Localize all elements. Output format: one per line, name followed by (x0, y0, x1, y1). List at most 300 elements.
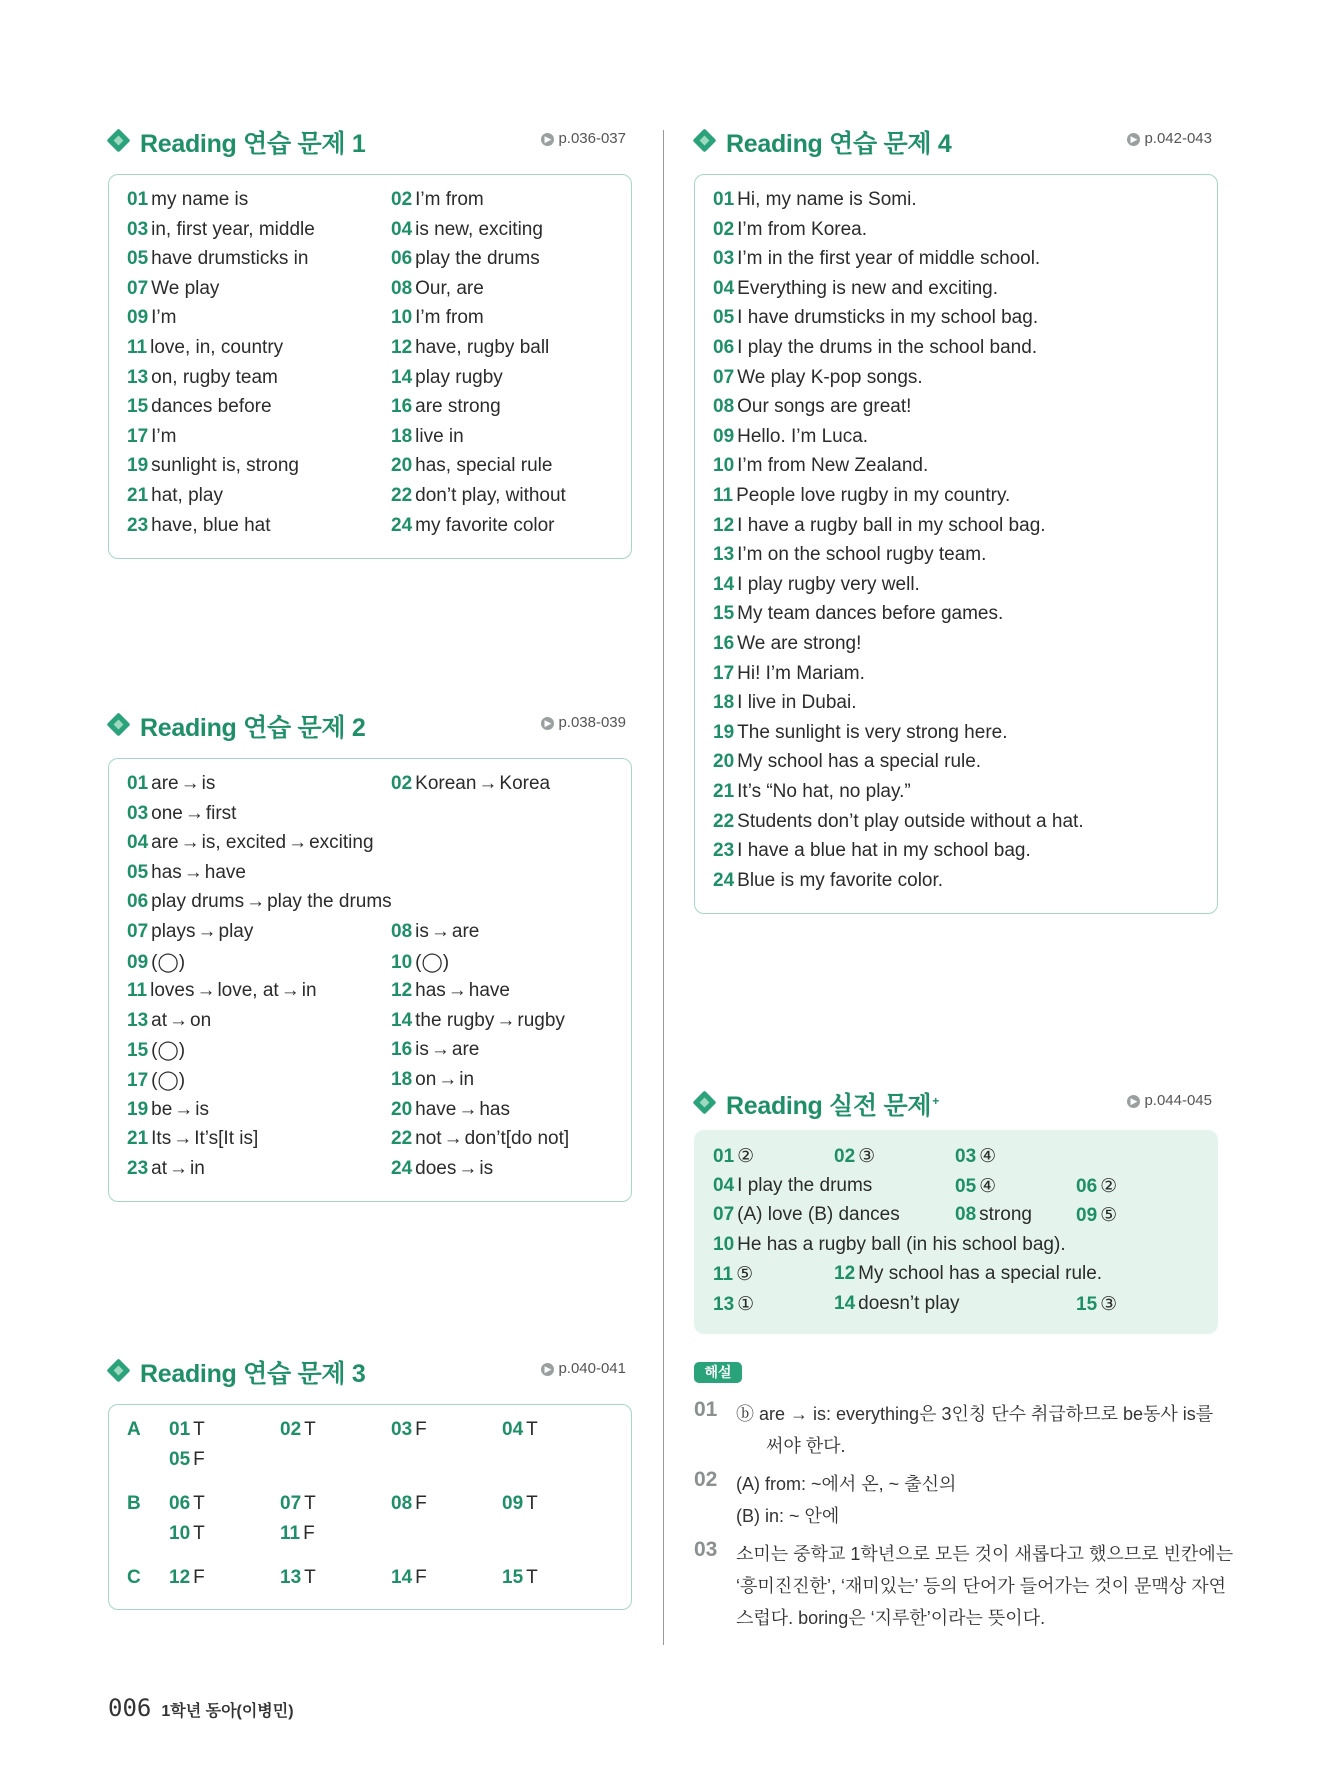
answer-text: I have a blue hat in my school bag. (737, 840, 1031, 862)
answer-text: I’m (151, 307, 177, 329)
correction-row (391, 921, 479, 943)
question-number: 04 (713, 277, 735, 299)
section-header (694, 1086, 1220, 1122)
answer-text: my name is (151, 189, 249, 210)
question-number: 05 (955, 1175, 977, 1197)
answer-row (502, 1419, 538, 1441)
section-title: Reading 연습 문제 2 (140, 714, 366, 742)
section-header (108, 708, 634, 744)
explanation-text: (A) from: ~에서 온, ~ 출신의 (736, 1474, 957, 1494)
question-number: 13 (713, 544, 735, 566)
question-number: 06 (713, 337, 735, 358)
arrow-circle-icon: ▶ (1127, 133, 1140, 146)
explanation-number: 01 (694, 1398, 718, 1421)
arrow-icon: → (458, 1098, 478, 1120)
wrong-text: loves (150, 980, 195, 1002)
question-number: 14 (834, 1293, 856, 1314)
answer-row (280, 1523, 315, 1545)
question-number: 09 (127, 307, 149, 329)
wrong-text: (◯) (151, 951, 186, 973)
answer-row (169, 1449, 205, 1471)
answer-row (127, 337, 283, 359)
wrong-text: plays (151, 921, 196, 942)
answer-text: He has a rugby ball (in his school bag). (737, 1233, 1066, 1255)
answer-row (713, 337, 1037, 359)
answer-row (713, 811, 1084, 833)
answer-row (713, 692, 856, 714)
answer-row (713, 1263, 753, 1286)
question-number: 10 (713, 1233, 735, 1255)
question-number: 16 (391, 1039, 413, 1061)
question-number: 06 (391, 248, 413, 270)
answer-row (834, 1293, 960, 1315)
question-number: 21 (127, 1128, 149, 1150)
answer-text: live in (415, 425, 464, 447)
wrong-text: is (415, 1039, 429, 1061)
question-number: 08 (391, 921, 413, 942)
arrow-icon: → (447, 980, 467, 1002)
answer-text: hat, play (151, 485, 223, 506)
question-number: 14 (391, 366, 413, 388)
answer-row (713, 1204, 900, 1226)
answer-text: Students don’t play outside without a hat. (737, 810, 1084, 832)
question-number: 11 (280, 1523, 301, 1544)
question-number: 16 (713, 633, 735, 654)
question-number: 02 (391, 773, 413, 794)
answer-row (391, 515, 555, 537)
answer-text: F (193, 1567, 205, 1588)
answer-text: Our songs are great! (737, 396, 912, 418)
correction-row (127, 921, 253, 943)
answer-box (694, 1130, 1218, 1334)
question-number: 06 (127, 891, 149, 913)
answer-text: Hello. I’m Luca. (737, 425, 869, 447)
answer-row (713, 870, 943, 892)
question-number: 10 (391, 951, 413, 973)
question-number: 12 (391, 980, 413, 1002)
diamond-bullet-icon (692, 1090, 716, 1114)
page-reference: ▶ p.042-043 (1127, 130, 1212, 147)
diamond-bullet-icon (106, 1358, 130, 1382)
question-number: 13 (713, 1294, 735, 1315)
answer-text: have, blue hat (151, 514, 271, 536)
question-number: 17 (713, 662, 735, 684)
arrow-icon: → (173, 1128, 193, 1150)
question-number: 10 (391, 307, 413, 329)
explanation-text: 써야 한다. (766, 1436, 846, 1456)
question-number: 02 (713, 218, 735, 240)
question-number: 11 (713, 485, 734, 506)
answer-row (127, 189, 248, 211)
question-number: 05 (713, 307, 735, 329)
answer-text: I’m on the school rugby team. (737, 544, 987, 566)
answer-row (391, 396, 501, 418)
arrow-icon: → (246, 891, 266, 913)
answer-row (502, 1493, 538, 1515)
correction-row (127, 832, 374, 854)
question-number: 11 (127, 337, 148, 358)
question-number: 05 (169, 1449, 191, 1470)
question-number: 05 (127, 248, 149, 270)
answer-row (169, 1567, 205, 1589)
answer-text: is new, exciting (415, 218, 543, 240)
correction-row (127, 803, 236, 825)
correct-text: in (459, 1069, 475, 1090)
question-number: 07 (713, 366, 735, 388)
wrong-text: play drums (151, 891, 245, 913)
question-number: 12 (834, 1263, 856, 1285)
correction-row (127, 773, 215, 795)
question-number: 09 (127, 951, 149, 973)
correct-text: Korea (499, 773, 551, 794)
question-number: 18 (713, 692, 735, 714)
explanation-text: ⓑ are → is: everything은 3인칭 단수 취급하므로 be동사 is를 (736, 1404, 1214, 1424)
group-label: C (127, 1567, 141, 1588)
answer-row (127, 367, 278, 389)
question-number: 03 (955, 1146, 977, 1167)
question-number: 17 (127, 425, 149, 447)
question-number: 14 (713, 573, 735, 595)
question-number: 24 (391, 514, 413, 536)
arrow-icon: → (438, 1069, 458, 1090)
answer-row (713, 455, 928, 477)
correct-text: has (479, 1098, 510, 1120)
answer-text: I play the drums (737, 1174, 873, 1196)
wrong-text: Its (151, 1128, 172, 1150)
answer-text: My school has a special rule. (737, 751, 982, 773)
answer-row (391, 1419, 427, 1441)
question-number: 20 (391, 455, 413, 477)
correction-row (391, 1128, 569, 1150)
question-number: 06 (1076, 1175, 1098, 1197)
answer-row (1076, 1175, 1117, 1198)
answer-text: doesn’t play (858, 1293, 960, 1314)
answer-row (127, 485, 223, 507)
answer-row (713, 840, 1031, 862)
explanation-text: 소미는 중학교 1학년으로 모든 것이 새롭다고 했으므로 빈칸에는 (736, 1544, 1234, 1564)
answer-text: We play K-pop songs. (737, 366, 923, 388)
answer-text: has, special rule (415, 455, 553, 477)
answer-text: strong (979, 1204, 1032, 1226)
answer-text: T (304, 1567, 316, 1588)
correct-text: love, at (217, 980, 279, 1002)
question-number: 05 (127, 861, 149, 883)
answer-row (127, 307, 176, 329)
answer-text: I live in Dubai. (737, 692, 857, 714)
answer-text: have drumsticks in (151, 248, 309, 270)
answer-text: F (303, 1523, 315, 1544)
answer-row (127, 426, 176, 448)
wrong-text: has (151, 861, 182, 883)
question-number: 04 (713, 1174, 735, 1196)
answer-row (713, 189, 917, 211)
question-number: 06 (169, 1493, 191, 1514)
answer-row (713, 663, 865, 685)
answer-text: F (415, 1567, 427, 1588)
question-number: 20 (713, 751, 735, 773)
question-number: 02 (280, 1419, 302, 1440)
answer-row (713, 1293, 754, 1316)
answer-row (713, 1175, 872, 1197)
answer-text: Hi! I’m Mariam. (737, 662, 865, 684)
answer-row (955, 1204, 1032, 1226)
question-number: 01 (713, 189, 735, 210)
correct-text: is (479, 1157, 494, 1179)
correction-row (127, 1128, 258, 1150)
arrow-icon: → (458, 1157, 478, 1179)
answer-text: I’m from (415, 307, 484, 329)
correction-row (391, 1010, 565, 1032)
answer-text: ② (1100, 1175, 1118, 1197)
answer-text: ① (737, 1294, 755, 1315)
answer-row (713, 1234, 1066, 1256)
group-label: A (127, 1419, 141, 1440)
correct-text: rugby (517, 1009, 565, 1031)
arrow-circle-icon: ▶ (541, 717, 554, 730)
question-number: 11 (127, 980, 148, 1002)
explanation-number: 02 (694, 1468, 718, 1491)
answer-text: I play rugby very well. (737, 573, 920, 595)
question-number: 03 (127, 802, 149, 824)
arrow-icon: → (169, 1009, 188, 1031)
question-number: 04 (391, 218, 413, 240)
answer-row (127, 515, 271, 537)
answer-row (391, 426, 464, 448)
answer-row (955, 1145, 996, 1168)
answer-row (1076, 1204, 1117, 1227)
answer-row (713, 426, 868, 448)
wrong-text: at (151, 1157, 167, 1179)
correct-text: don’t[do not] (464, 1128, 570, 1150)
question-number: 18 (391, 425, 413, 447)
answer-row (391, 189, 484, 211)
section-title: Reading 연습 문제 1 (140, 130, 366, 158)
answer-text: T (193, 1419, 205, 1440)
answer-text: My team dances before games. (737, 603, 1004, 625)
question-number: 01 (169, 1419, 191, 1440)
question-number: 07 (713, 1204, 735, 1226)
answer-row (391, 219, 543, 241)
correct-text: have (204, 861, 246, 883)
question-number: 07 (127, 921, 149, 942)
question-number: 08 (713, 396, 735, 418)
section-header (108, 1354, 634, 1390)
diamond-bullet-icon (692, 128, 716, 152)
answer-text: T (526, 1567, 538, 1588)
section-reading-test (694, 1086, 1220, 1315)
correct-text: play the drums (267, 891, 392, 913)
answer-row (280, 1493, 316, 1515)
correction-row (127, 980, 317, 1002)
section-reading-practice-1 (108, 124, 634, 536)
wrong-text: (◯) (151, 1070, 186, 1091)
answer-row (713, 722, 1008, 744)
explanation-text: (B) in: ~ 안에 (736, 1506, 840, 1526)
answer-row (1076, 1293, 1117, 1316)
wrong-text: has (415, 980, 446, 1002)
question-number: 07 (127, 277, 149, 299)
section-header (108, 124, 634, 160)
group-label: B (127, 1493, 141, 1514)
answer-text: play rugby (415, 366, 503, 388)
arrow-icon: → (180, 773, 200, 794)
question-number: 04 (127, 832, 149, 854)
answer-row (391, 337, 549, 359)
answer-text: T (193, 1523, 205, 1544)
question-number: 21 (713, 781, 735, 802)
arrow-icon: → (184, 802, 204, 824)
answer-row (280, 1419, 316, 1441)
answer-row (127, 278, 219, 300)
arrow-circle-icon: ▶ (541, 1363, 554, 1376)
correction-row (127, 951, 185, 974)
arrow-icon: → (478, 773, 498, 794)
question-number: 13 (280, 1567, 302, 1588)
answer-row (391, 1567, 427, 1589)
answer-row (391, 278, 484, 300)
question-number: 21 (127, 485, 149, 506)
correct-text: are (451, 1039, 480, 1061)
question-number: 10 (169, 1523, 191, 1544)
answer-text: Hi, my name is Somi. (737, 189, 917, 210)
answer-text: I’m from New Zealand. (737, 455, 929, 477)
answer-row (713, 396, 911, 418)
arrow-icon: → (430, 921, 450, 942)
arrow-circle-icon: ▶ (1127, 1095, 1140, 1108)
question-number: 01 (127, 189, 149, 210)
page-footer (108, 1694, 294, 1722)
answer-box (108, 758, 632, 1202)
wrong-text: at (151, 1009, 167, 1031)
section-reading-practice-2 (108, 708, 634, 1179)
arrow-icon: → (443, 1128, 463, 1150)
question-number: 17 (127, 1070, 149, 1091)
answer-row (127, 219, 315, 241)
answer-text: ④ (979, 1146, 997, 1167)
arrow-icon: → (174, 1098, 194, 1120)
book-title: 1학년 동아(이병민) (161, 1703, 294, 1720)
question-number: 18 (391, 1069, 413, 1090)
answer-text: I have drumsticks in my school bag. (737, 307, 1039, 329)
question-number: 16 (391, 396, 413, 418)
question-number: 09 (1076, 1205, 1098, 1227)
question-number: 12 (391, 337, 413, 358)
question-number: 23 (127, 1157, 149, 1179)
answer-box (108, 1404, 632, 1610)
column-divider (663, 130, 664, 1645)
explanation-tag: 해설 (694, 1362, 742, 1383)
answer-text: in, first year, middle (151, 218, 315, 240)
question-number: 23 (127, 514, 149, 536)
question-number: 03 (391, 1419, 413, 1440)
answer-row (391, 455, 552, 477)
wrong-text: are (151, 773, 179, 794)
answer-text: don’t play, without (415, 485, 566, 506)
diamond-bullet-icon (106, 712, 130, 736)
correct-text: It’s[It is] (194, 1128, 259, 1150)
answer-text: I’m from (415, 189, 484, 210)
section-title: Reading 연습 문제 4 (726, 130, 952, 158)
answer-row (834, 1145, 875, 1168)
answer-text: dances before (151, 396, 272, 418)
correction-row (127, 862, 246, 884)
question-number: 12 (169, 1567, 191, 1588)
page-reference: ▶ p.036-037 (541, 130, 626, 147)
page-reference: ▶ p.040-041 (541, 1360, 626, 1377)
answer-text: ⑤ (1100, 1205, 1118, 1227)
answer-text: We play (151, 277, 220, 299)
answer-text: The sunlight is very strong here. (737, 721, 1008, 743)
arrow-icon: → (180, 832, 200, 854)
section-reading-practice-4 (694, 124, 1220, 891)
answer-text: T (304, 1419, 316, 1440)
question-number: 14 (391, 1009, 413, 1031)
question-number: 15 (127, 396, 149, 418)
answer-row (713, 751, 981, 773)
correction-row (127, 1069, 185, 1092)
correct-text: are (451, 921, 480, 942)
correction-row (391, 1158, 493, 1180)
correction-row (391, 1099, 510, 1121)
answer-text: My school has a special rule. (858, 1263, 1103, 1285)
question-number: 02 (834, 1146, 856, 1167)
answer-text: on, rugby team (151, 366, 278, 388)
answer-row (713, 574, 920, 596)
answer-row (391, 485, 566, 507)
answer-text: We are strong! (737, 633, 862, 654)
question-number: 22 (713, 810, 735, 832)
answer-text: ③ (1100, 1294, 1118, 1315)
question-number: 15 (713, 603, 735, 625)
answer-text: are strong (415, 396, 501, 418)
diamond-bullet-icon (106, 128, 130, 152)
question-number: 20 (391, 1098, 413, 1120)
answer-row (127, 248, 308, 270)
answer-text: ③ (858, 1146, 876, 1167)
answer-row (127, 396, 272, 418)
question-number: 01 (713, 1146, 735, 1167)
question-number: 19 (127, 455, 149, 477)
answer-text: People love rugby in my country. (736, 485, 1011, 506)
question-number: 15 (502, 1567, 524, 1588)
answer-text: Our, are (415, 277, 484, 299)
arrow-icon: → (280, 980, 300, 1002)
section-reading-practice-3 (108, 1354, 634, 1588)
correct-text: in (190, 1157, 205, 1179)
question-number: 03 (713, 248, 735, 270)
correct-text: play (218, 921, 254, 942)
question-number: 11 (713, 1264, 734, 1286)
arrow-icon: → (496, 1009, 516, 1031)
question-number: 24 (713, 869, 735, 891)
correction-row (127, 1039, 185, 1062)
section-header (694, 124, 1220, 160)
question-number: 09 (502, 1493, 524, 1514)
arrow-icon: → (169, 1157, 188, 1179)
correction-row (127, 1158, 205, 1180)
answer-text: T (526, 1493, 538, 1514)
wrong-text: one (151, 802, 183, 824)
answer-row (713, 307, 1038, 329)
correction-row (127, 1099, 209, 1121)
question-number: 04 (502, 1419, 524, 1440)
answer-row (713, 1145, 754, 1168)
question-number: 02 (391, 189, 413, 210)
answer-box (694, 174, 1218, 914)
question-number: 19 (713, 721, 735, 743)
correction-row (127, 1010, 211, 1032)
explanation-text: 스럽다. boring은 ‘지루한’이라는 뜻이다. (736, 1608, 1046, 1628)
